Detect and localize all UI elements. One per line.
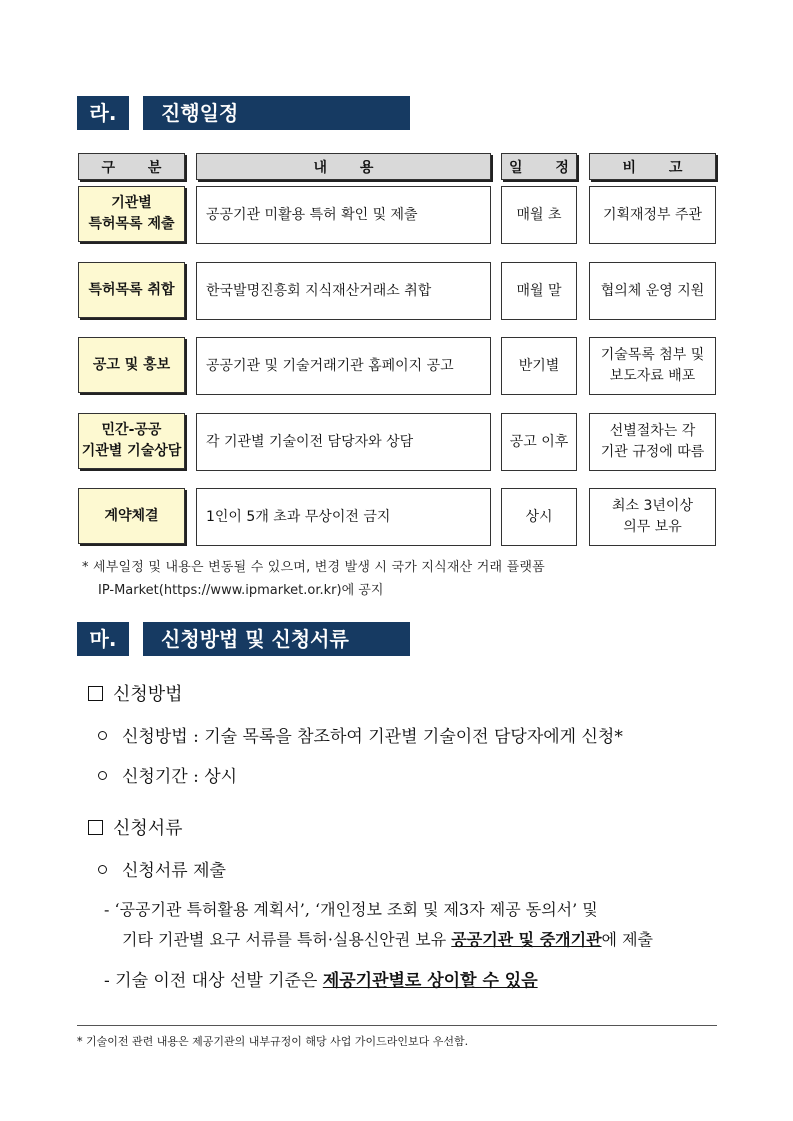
circle-bullet-icon [98, 865, 107, 874]
table-row-remarks: 기술목록 첨부 및 보도자료 배포 [589, 337, 716, 395]
method-item-2: 신청기간 : 상시 [98, 762, 237, 787]
table-row-schedule: 매월 말 [501, 262, 577, 320]
documents-dash-1-line-2: 기타 기관별 요구 서류를 특허·실용신안권 보유 공공기관 및 중개기관에 제출 [122, 930, 653, 949]
header-content: 내 용 [196, 153, 491, 180]
table-row-category: 계약체결 [78, 488, 185, 544]
table-row-category: 공고 및 홍보 [78, 337, 185, 393]
table-row-remarks: 협의체 운영 지원 [589, 262, 716, 320]
emphasis-text: 제공기관별로 상이할 수 있음 [322, 971, 538, 991]
table-row-schedule: 반기별 [501, 337, 577, 395]
section-ra-title: 진행일정 [143, 96, 410, 130]
method-heading: 신청방법 [88, 680, 183, 706]
section-ra-label: 라. [77, 96, 129, 130]
table-row-category: 특허목록 취합 [78, 262, 185, 318]
square-bullet-icon [88, 820, 103, 835]
table-row-remarks: 기획재정부 주관 [589, 186, 716, 244]
table-note-line1: * 세부일정 및 내용은 변동될 수 있으며, 변경 발생 시 국가 지식재산 거래 플랫폼 [82, 560, 545, 575]
table-row-content: 각 기관별 기술이전 담당자와 상담 [196, 413, 491, 471]
table-row-remarks: 최소 3년이상 의무 보유 [589, 488, 716, 546]
table-row-remarks: 선별절차는 각 기관 규정에 따름 [589, 413, 716, 471]
table-row-schedule: 상시 [501, 488, 577, 546]
table-row-category: 민간-공공 기관별 기술상담 [78, 413, 185, 469]
section-ma-label: 마. [77, 622, 129, 656]
table-note-line2: IP-Market(https://www.ipmarket.or.kr)에 공지 [98, 583, 384, 598]
table-row-category: 기관별 특허목록 제출 [78, 186, 185, 242]
method-item-1: 신청방법 : 기술 목록을 참조하여 기관별 기술이전 담당자에게 신청* [98, 722, 623, 747]
section-ma-title: 신청방법 및 신청서류 [143, 622, 410, 656]
table-note [82, 556, 722, 602]
table-row-content: 공공기관 및 기술거래기관 홈페이지 공고 [196, 337, 491, 395]
circle-bullet-icon [98, 731, 107, 740]
circle-bullet-icon [98, 771, 107, 780]
table-row-content: 공공기관 미활용 특허 확인 및 제출 [196, 186, 491, 244]
header-schedule: 일 정 [501, 153, 577, 180]
square-bullet-icon [88, 686, 103, 701]
table-row-schedule: 공고 이후 [501, 413, 577, 471]
documents-heading: 신청서류 [88, 814, 183, 840]
table-row-content: 한국발명진흥회 지식재산거래소 취합 [196, 262, 491, 320]
table-row-schedule: 매월 초 [501, 186, 577, 244]
footnote-divider [77, 1025, 717, 1026]
documents-item-1: 신청서류 제출 [98, 856, 226, 881]
documents-dash-1-line-1: - ‘공공기관 특허활용 계획서’, ‘개인정보 조회 및 제3자 제공 동의서’ 및 [104, 900, 598, 919]
emphasis-text: 공공기관 및 중개기관 [451, 930, 602, 949]
footnote: * 기술이전 관련 내용은 제공기관의 내부규정이 해당 사업 가이드라인보다 우선함. [77, 1035, 469, 1048]
documents-dash-2: - 기술 이전 대상 선발 기준은 제공기관별로 상이할 수 있음 [104, 971, 538, 991]
table-row-content: 1인이 5개 초과 무상이전 금지 [196, 488, 491, 546]
header-remarks: 비 고 [589, 153, 716, 180]
header-category: 구 분 [78, 153, 185, 180]
